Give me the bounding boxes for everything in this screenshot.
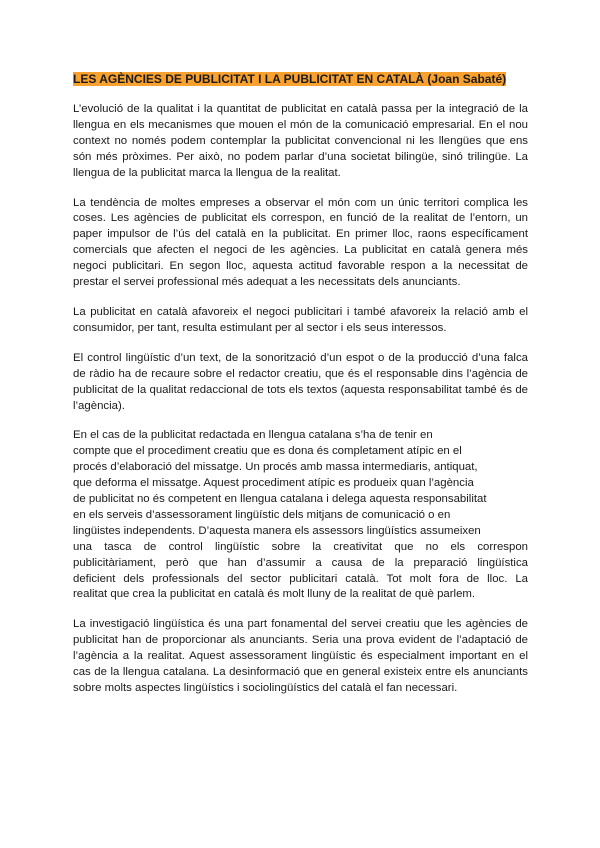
paragraph-5 bbox=[73, 428, 528, 603]
paragraph-1: L’evolució de la qualitat i la quantitat de publicitat en català passa per la integració de la llengua en els mecanismes que mouen el món de la comunicació empresarial. En el nou context no només podem contemplar la publicitat convencional ni les llengües que ens són més pròximes. Per això, no podem parlar d’una societat bilingüe, sinó trilingüe. La llengua de la publicitat marca la llengua de la realitat. bbox=[73, 103, 528, 179]
document-title bbox=[73, 71, 528, 88]
paragraph-5-line: de publicitat no és competent en llengua catalana i delega aquesta responsabilitat bbox=[73, 493, 487, 506]
title-highlight: LES AGÈNCIES DE PUBLICITAT I LA PUBLICITAT EN CATALÀ (Joan Sabaté) bbox=[73, 72, 507, 86]
paragraph-5-line: publicitàriament, però que han d’assumir a causa de la preparació lingüística bbox=[73, 556, 528, 569]
document-page bbox=[73, 71, 528, 711]
paragraph-6: La investigació lingüística és una part fonamental del servei creatiu que les agències de publicitat han de proporcionar als anunciants. Seria una prova evident de l’adaptació de l’agència a la realitat. Aquest assessorament lingüístic és especialment important en el cas de la llengua catalana. La desinformació que en general existeix entre els anunciants sobre molts aspectes lingüístics i sociolingüístics del català el fan necessari. bbox=[73, 618, 528, 694]
paragraph-5-line: En el cas de la publicitat redactada en llengua catalana s’ha de tenir en bbox=[73, 429, 433, 442]
paragraph-5-line: en els serveis d’assessorament lingüístic dels mitjans de comunicació o en bbox=[73, 508, 451, 521]
paragraph-5-line: lingüistes independents. D’aquesta manera els assessors lingüístics assumeixen bbox=[73, 524, 481, 537]
paragraph-5-line: compte que el procediment creatiu que es dona és completament atípic en el bbox=[73, 445, 462, 458]
paragraph-3: La publicitat en català afavoreix el negoci publicitari i també afavoreix la relació amb el consumidor, per tant, resulta estimulant per al sector i els seus interessos. bbox=[73, 305, 528, 334]
paragraph-4: El control lingüístic d’un text, de la sonorització d’un espot o de la producció d’una falca de ràdio ha de recaure sobre el redactor creatiu, que és el responsable dins l’agència de publicitat de la qualitat redaccional de tots els textos (aquesta responsabilitat també és de l’agència). bbox=[73, 351, 528, 412]
paragraph-5-line: deficient dels professionals del sector publicitari català. Tot molt fora de lloc. La bbox=[73, 572, 528, 585]
paragraph-2: La tendència de moltes empreses a observar el món com un únic territori complica les coses. Les agències de publicitat els correspon, en funció de la realitat de l’entorn, un paper impulsor de l’ús del català en la publicitat. En primer lloc, raons específicament comercials que afecten el negoci de les agències. La publicitat en català genera més negoci publicitari. En segon lloc, aquesta actitud favorable respon a la necessitat de prestar el servei professional més adequat a les necessitats dels anunciants. bbox=[73, 196, 528, 289]
paragraph-5-line: que deforma el missatge. Aquest procediment atípic es produeix quan l’agència bbox=[73, 477, 474, 490]
paragraph-5-line: realitat que crea la publicitat en català és molt lluny de la realitat de què parlem. bbox=[73, 588, 476, 601]
paragraph-5-line: procés d’elaboració del missatge. Un procés amb massa intermediaris, antiquat, bbox=[73, 461, 478, 474]
paragraph-5-line: una tasca de control lingüístic sobre la creativitat que no els correspon bbox=[73, 540, 528, 553]
